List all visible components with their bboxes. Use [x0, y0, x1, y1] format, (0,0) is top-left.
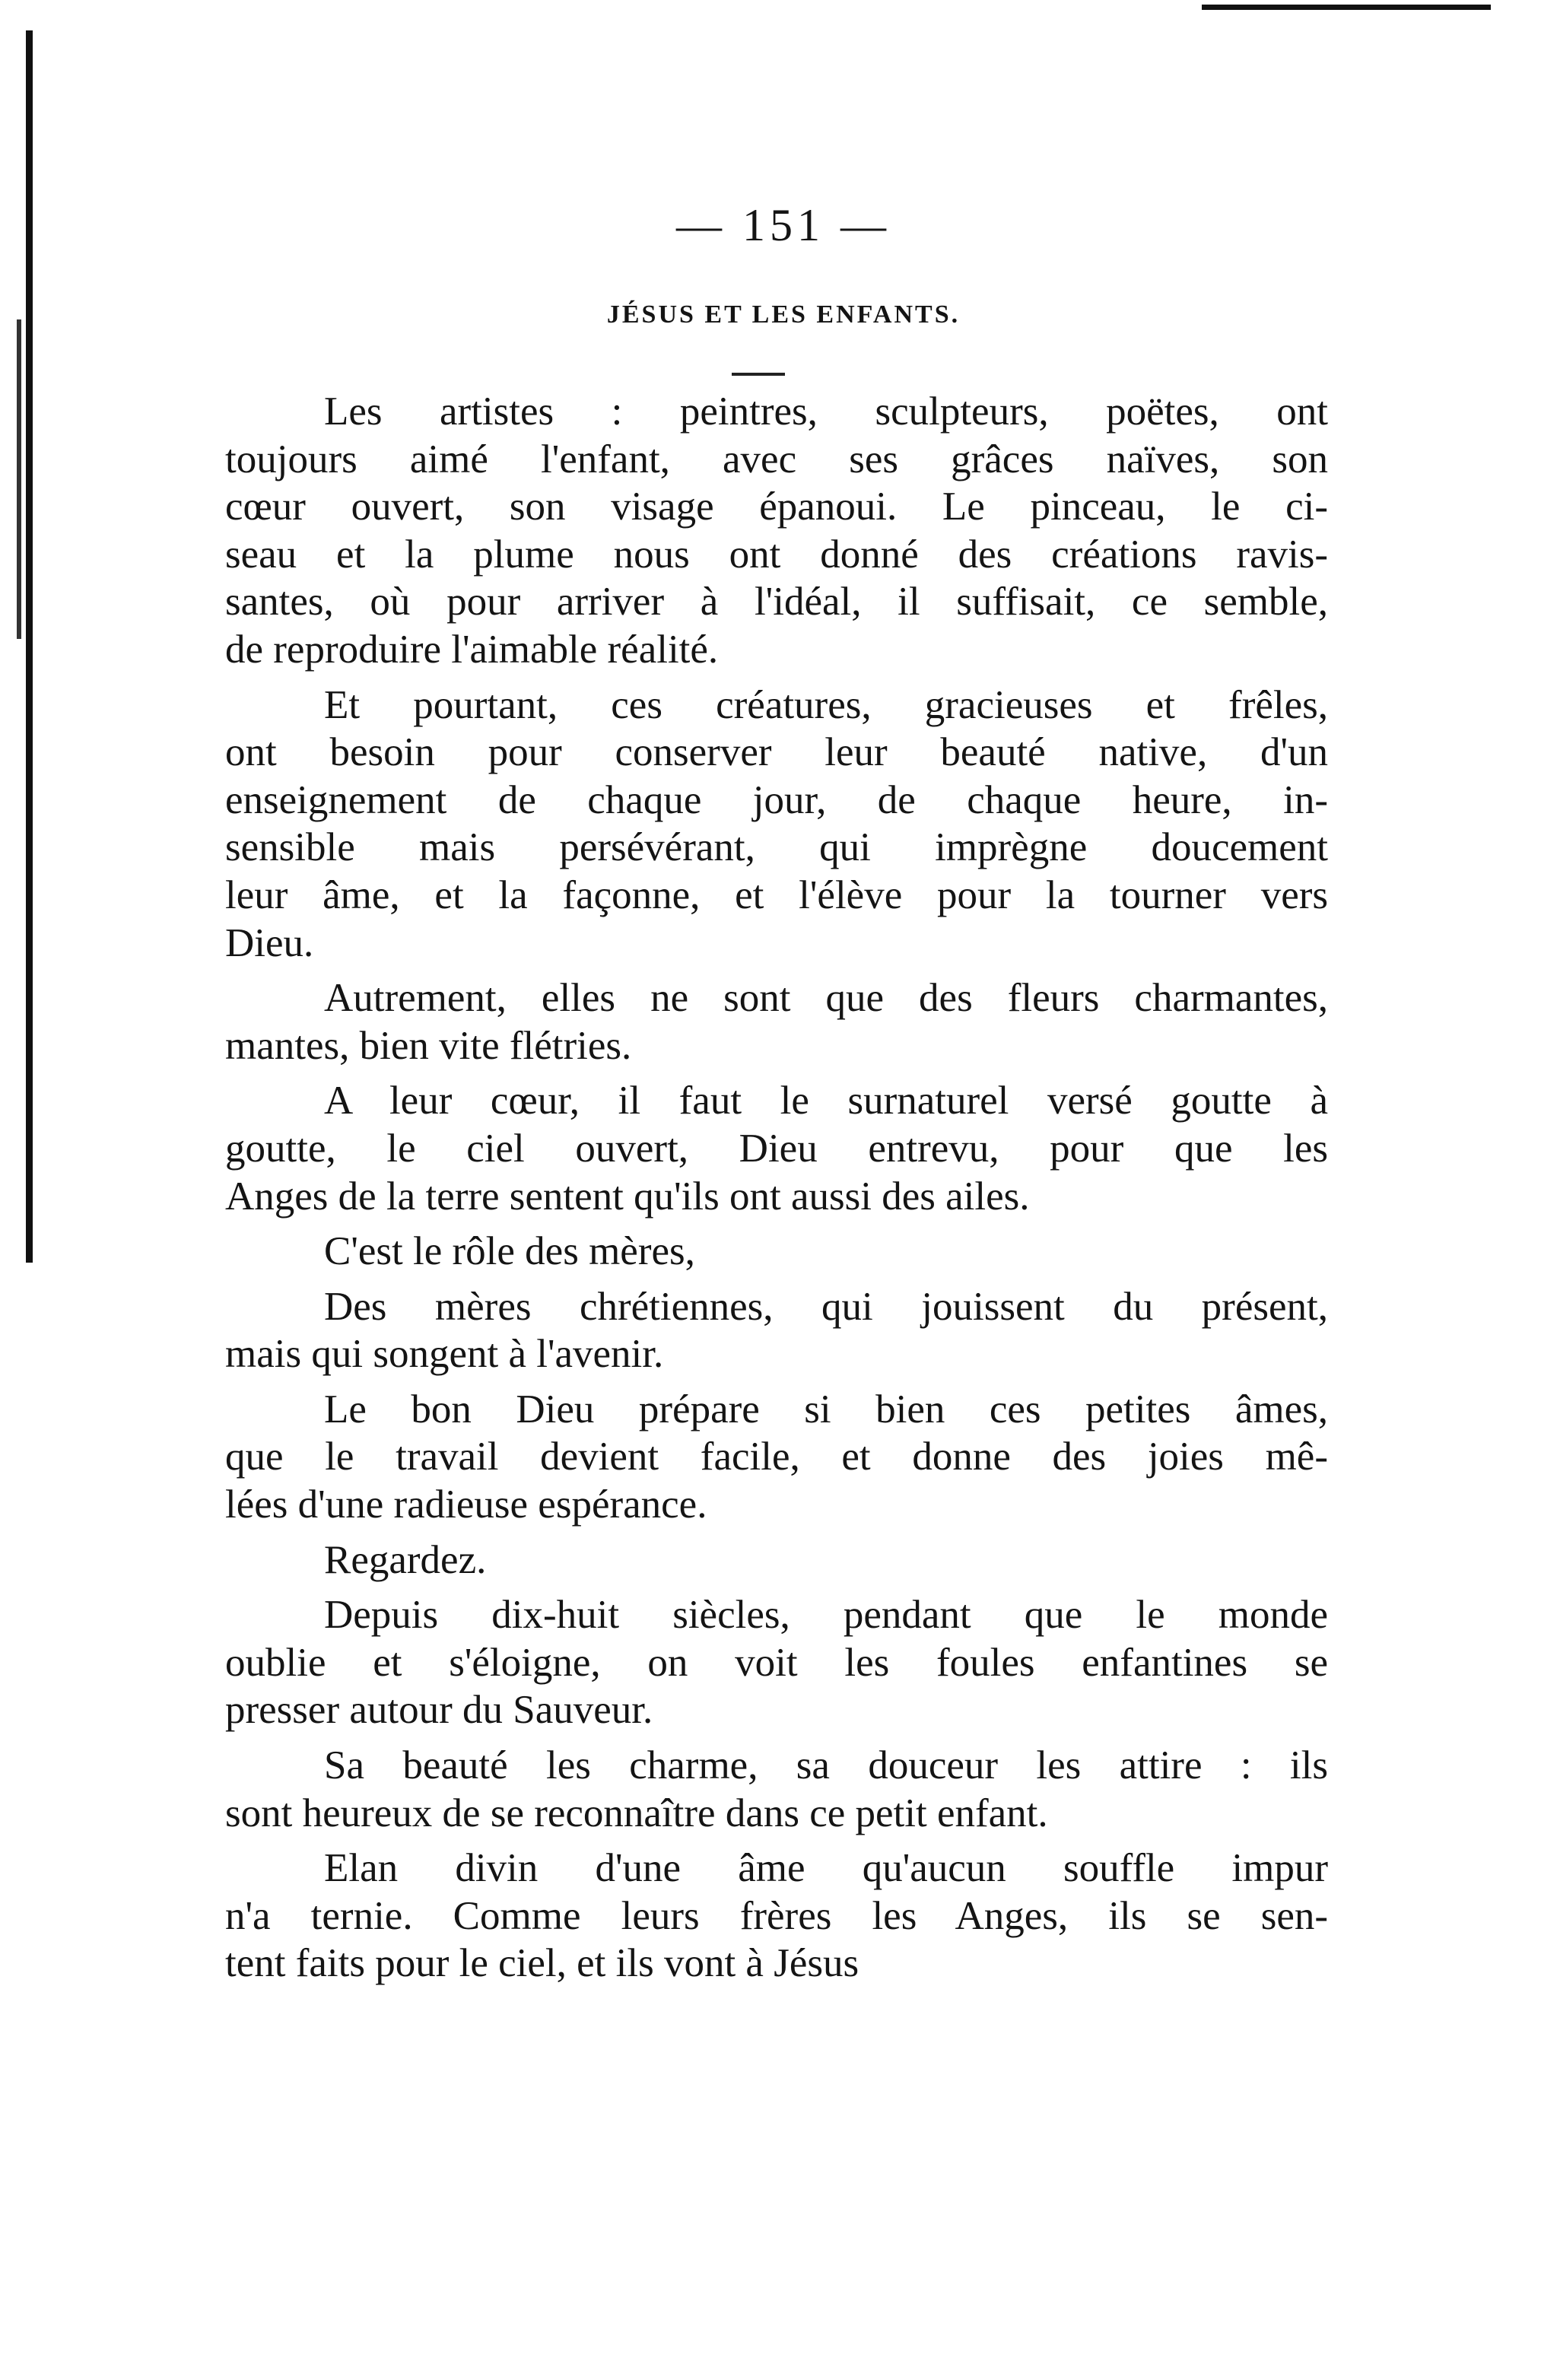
- body-text: [225, 388, 1328, 1995]
- text-line: A leur cœur, il faut le surnaturel versé goutte à: [324, 1079, 1328, 1123]
- text-line: tent faits pour le ciel, et ils vont à Jésus: [225, 1941, 859, 1986]
- text-line: C'est le rôle des mères,: [324, 1229, 695, 1274]
- text-line: mais qui songent à l'avenir.: [225, 1332, 664, 1377]
- text-line: Sa beauté les charme, sa douceur les attire : ils: [324, 1743, 1328, 1788]
- text-line: Depuis dix-huit siècles, pendant que le monde: [324, 1593, 1328, 1638]
- text-line: sont heureux de se reconnaître dans ce petit enfant.: [225, 1791, 1048, 1835]
- text-line: Anges de la terre sentent qu'ils ont aussi des ailes.: [225, 1174, 1030, 1219]
- paragraph: [225, 1386, 1328, 1529]
- text-line: cœur ouvert, son visage épanoui. Le pinceau, le ci-: [225, 485, 1328, 529]
- scan-top-rule: [1202, 5, 1491, 10]
- text-line: santes, où pour arriver à l'idéal, il suffisait, ce semble,: [225, 580, 1328, 624]
- paragraph: [225, 974, 1328, 1069]
- paragraph: [225, 1228, 1328, 1276]
- scan-edge-shadow: [26, 30, 33, 1263]
- text-line: seau et la plume nous ont donné des créations ravis-: [225, 532, 1328, 577]
- paragraph: [225, 388, 1328, 674]
- text-line: goutte, le ciel ouvert, Dieu entrevu, pour que les: [225, 1126, 1328, 1171]
- text-line: Des mères chrétiennes, qui jouissent du présent,: [324, 1284, 1328, 1329]
- chapter-title: JÉSUS ET LES ENFANTS.: [606, 300, 961, 329]
- text-line: sensible mais persévérant, qui imprègne doucement: [225, 825, 1328, 870]
- text-line: presser autour du Sauveur.: [225, 1688, 653, 1733]
- text-line: n'a ternie. Comme leurs frères les Anges, ils se sen-: [225, 1893, 1328, 1938]
- text-line: toujours aimé l'enfant, avec ses grâces naïves, son: [225, 437, 1328, 481]
- paragraph: [225, 1077, 1328, 1220]
- text-line: enseignement de chaque jour, de chaque heure, in-: [225, 777, 1328, 822]
- title-divider: [732, 373, 785, 376]
- text-line: Le bon Dieu prépare si bien ces petites âmes,: [324, 1387, 1328, 1431]
- text-line: Autrement, elles ne sont que des fleurs charmantes,: [324, 976, 1328, 1021]
- text-line: que le travail devient facile, et donne des joies mê-: [225, 1435, 1328, 1479]
- text-line: de reproduire l'aimable réalité.: [225, 627, 719, 672]
- scan-edge-mark: [17, 319, 21, 639]
- paragraph: [225, 1591, 1328, 1734]
- text-line: Dieu.: [225, 920, 314, 965]
- text-line: Elan divin d'une âme qu'aucun souffle impur: [324, 1846, 1328, 1891]
- paragraph: [225, 1536, 1328, 1584]
- text-line: mantes, bien vite flétries.: [225, 1023, 632, 1068]
- text-line: lées d'une radieuse espérance.: [225, 1482, 707, 1527]
- text-line: Regardez.: [324, 1537, 487, 1582]
- text-line: Les artistes : peintres, sculpteurs, poëtes, ont: [324, 389, 1328, 434]
- paragraph: [225, 1283, 1328, 1378]
- text-line: Et pourtant, ces créatures, gracieuses et frêles,: [324, 682, 1328, 727]
- text-line: ont besoin pour conserver leur beauté native, d'un: [225, 730, 1328, 775]
- paragraph: [225, 1742, 1328, 1837]
- paragraph: [225, 1845, 1328, 1988]
- page-number: — 151 —: [676, 200, 891, 250]
- paragraph: [225, 682, 1328, 968]
- text-line: oublie et s'éloigne, on voit les foules enfantines se: [225, 1640, 1328, 1685]
- text-line: leur âme, et la façonne, et l'élève pour la tourner vers: [225, 872, 1328, 917]
